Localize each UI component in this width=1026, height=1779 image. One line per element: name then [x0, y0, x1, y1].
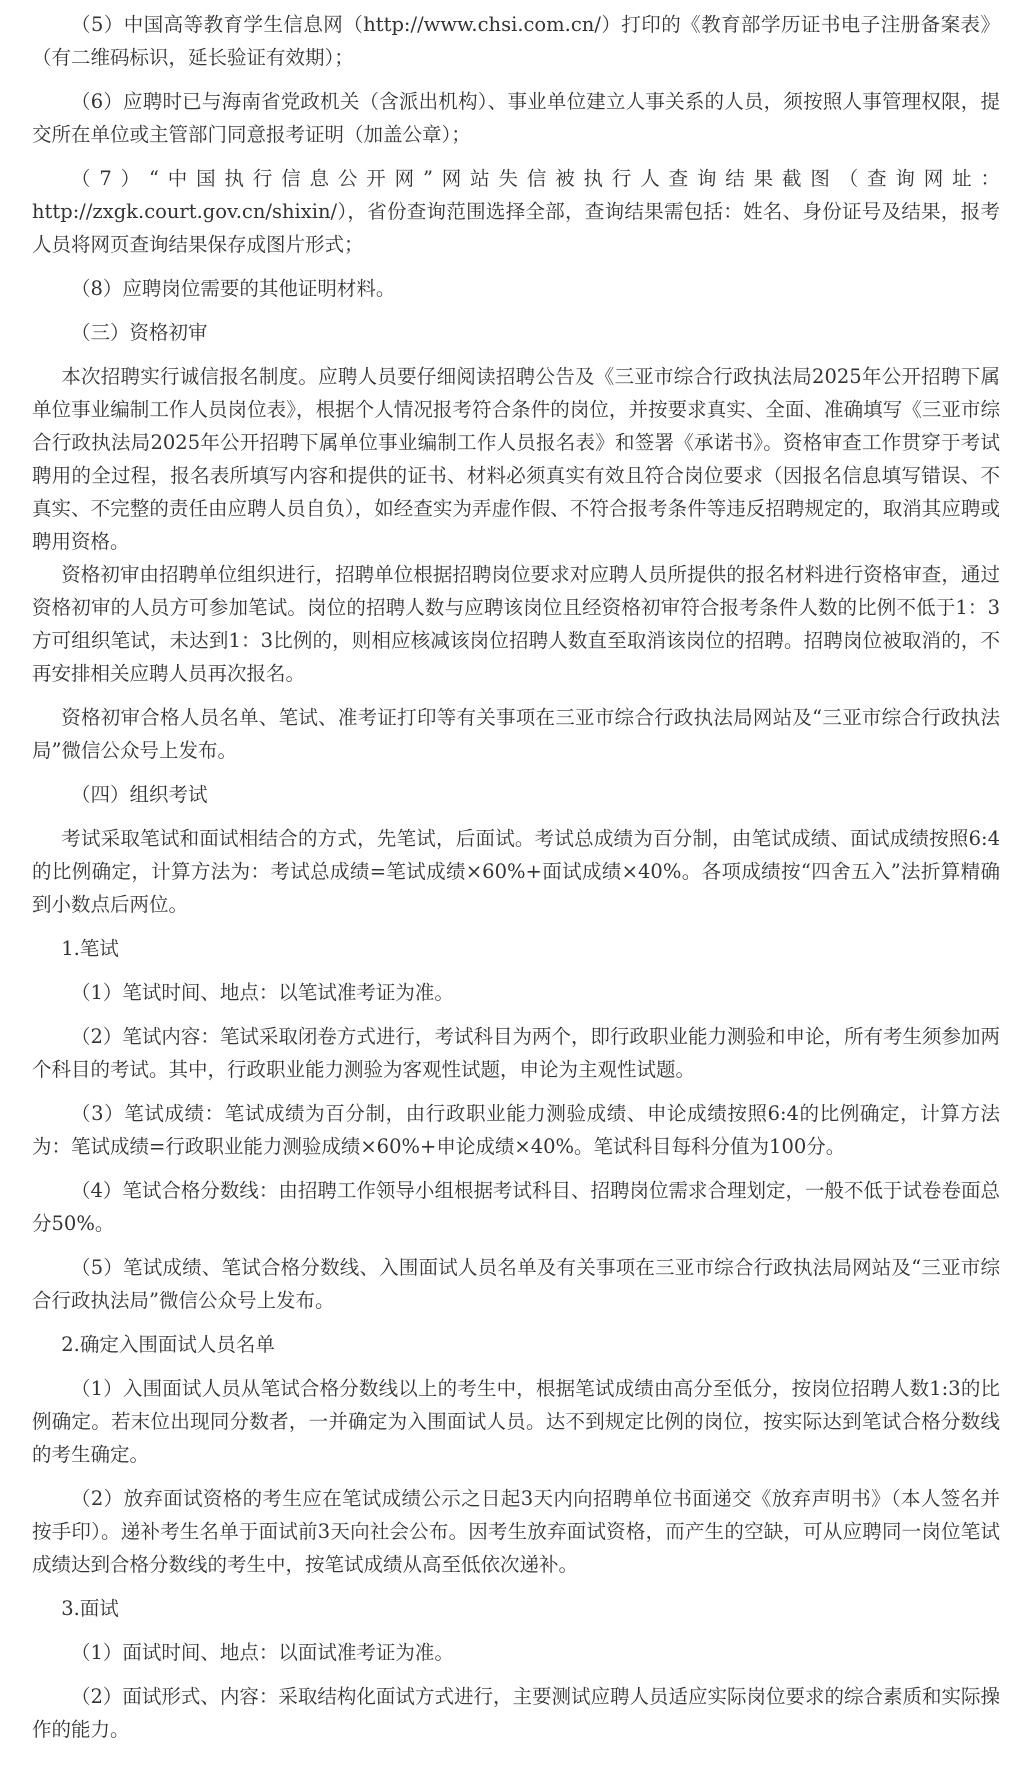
paragraph-interview-waiver: （2）放弃面试资格的考生应在笔试成绩公示之日起3天内向招聘单位书面递交《放弃声明书》（本人签名并按手印）。递补考生名单于面试前3天向社会公布。因考生放弃面试资格，而产生的空缺，可从应聘同一岗位笔试成绩达到合格分数线的考生中，按笔试成绩从高至低依次递补。 [32, 1487, 1000, 1576]
paragraph-written-time: （1）笔试时间、地点：以笔试准考证为准。 [71, 981, 454, 1004]
paragraph-exam-method: 考试采取笔试和面试相结合的方式，先笔试，后面试。考试总成绩为百分制，由笔试成绩、面试成绩按照6:4的比例确定，计算方法为：考试总成绩=笔试成绩×60%+面试成绩×40%。各项成绩按“四舍五入”法折算精确到小数点后两位。 [32, 827, 1000, 916]
paragraph-item-8: （8）应聘岗位需要的其他证明材料。 [71, 277, 396, 300]
subheading-interview-list: 2.确定入围面试人员名单 [61, 1333, 275, 1356]
paragraph-interview-format: （2）面试形式、内容：采取结构化面试方式进行，主要测试应聘人员适应实际岗位要求的综合素质和实际操作的能力。 [32, 1685, 1000, 1741]
subheading-interview: 3.面试 [61, 1597, 119, 1620]
paragraph-written-score: （3）笔试成绩：笔试成绩为百分制，由行政职业能力测验成绩、申论成绩按照6:4的比例确定，计算方法为：笔试成绩=行政职业能力测验成绩×60%+申论成绩×40%。笔试科目每科分值为100分。 [32, 1102, 1000, 1158]
paragraph-written-announcement: （5）笔试成绩、笔试合格分数线、入围面试人员名单及有关事项在三亚市综合行政执法局网站及“三亚市综合行政执法局”微信公众号上发布。 [32, 1256, 1000, 1312]
paragraph-integrity-registration: 本次招聘实行诚信报名制度。应聘人员要仔细阅读招聘公告及《三亚市综合行政执法局2025年公开招聘下属单位事业编制工作人员岗位表》，根据个人情况报考符合条件的岗位，并按要求真实、全面、准确填写《三亚市综合行政执法局2025年公开招聘下属单位事业编制工作人员报名表》和签署《承诺书》。资格审查工作贯穿于考试聘用的全过程，报名表所填写内容和提供的证书、材料必须真实有效且符合岗位要求（因报名信息填写错误、不真实、不完整的责任由应聘人员自负），如经查实为弄虚作假、不符合报考条件等违反招聘规定的，取消其应聘或聘用资格。 [32, 365, 1000, 553]
paragraph-item-7: （7）“中国执行信息公开网”网站失信被执行人查询结果截图（查询网址：http://zxgk.court.gov.cn/shixin/），省份查询范围选择全部，查询结果需包括：姓名、身份证号及结果，报考人员将网页查询结果保存成图片形式； [32, 167, 1000, 256]
section-heading-3: （三）资格初审 [71, 321, 208, 344]
paragraph-item-5: （5）中国高等教育学生信息网（http://www.chsi.com.cn/）打印的《教育部学历证书电子注册备案表》（有二维码标识，延长验证有效期）； [32, 13, 1000, 69]
paragraph-item-6: （6）应聘时已与海南省党政机关（含派出机构）、事业单位建立人事关系的人员，须按照人事管理权限，提交所在单位或主管部门同意报考证明（加盖公章）； [32, 90, 1000, 146]
subheading-written-exam: 1.笔试 [61, 937, 119, 960]
section-heading-4: （四）组织考试 [71, 783, 208, 806]
paragraph-passing-line: （4）笔试合格分数线：由招聘工作领导小组根据考试科目、招聘岗位需求合理划定，一般不低于试卷卷面总分50%。 [32, 1179, 1000, 1235]
paragraph-interview-time: （1）面试时间、地点：以面试准考证为准。 [71, 1641, 454, 1664]
document-body [32, 8, 1000, 1746]
paragraph-review-announcement: 资格初审合格人员名单、笔试、准考证打印等有关事项在三亚市综合行政执法局网站及“三亚市综合行政执法局”微信公众号上发布。 [32, 706, 1000, 762]
paragraph-written-content: （2）笔试内容：笔试采取闭卷方式进行，考试科目为两个，即行政职业能力测验和申论，所有考生须参加两个科目的考试。其中，行政职业能力测验为客观性试题，申论为主观性试题。 [32, 1025, 1000, 1081]
paragraph-preliminary-review: 资格初审由招聘单位组织进行，招聘单位根据招聘岗位要求对应聘人员所提供的报名材料进行资格审查，通过资格初审的人员方可参加笔试。岗位的招聘人数与应聘该岗位且经资格初审符合报考条件人数的比例不低于1：3方可组织笔试，未达到1：3比例的，则相应核减该岗位招聘人数直至取消该岗位的招聘。招聘岗位被取消的，不再安排相关应聘人员再次报名。 [32, 563, 1000, 685]
paragraph-interview-shortlist: （1）入围面试人员从笔试合格分数线以上的考生中，根据笔试成绩由高分至低分，按岗位招聘人数1:3的比例确定。若末位出现同分数者，一并确定为入围面试人员。达不到规定比例的岗位，按实际达到笔试合格分数线的考生确定。 [32, 1377, 1000, 1466]
